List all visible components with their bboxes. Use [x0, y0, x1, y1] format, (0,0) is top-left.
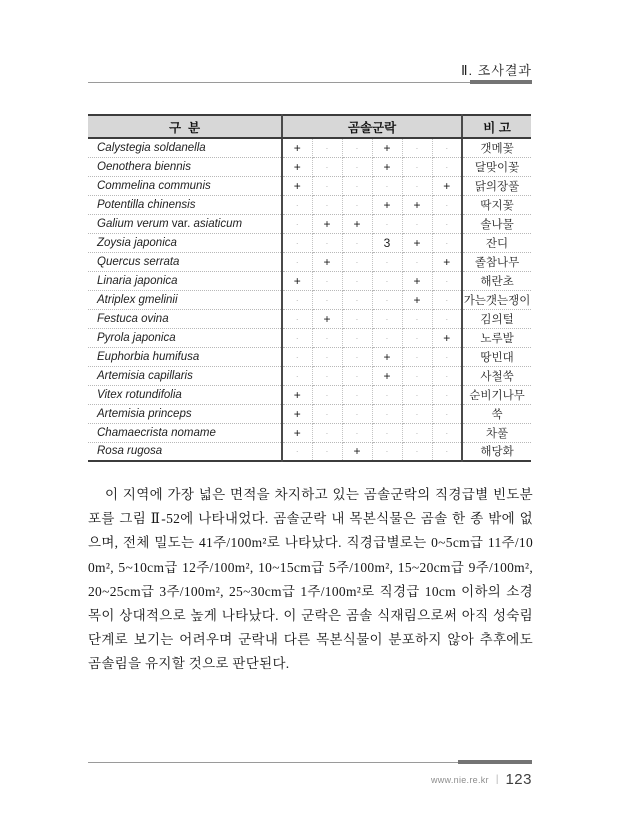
species-name: Commelina communis — [88, 176, 282, 195]
mark-cell: · — [312, 366, 342, 385]
species-name: Galium verum var. asiaticum — [88, 214, 282, 233]
table-row — [88, 252, 531, 271]
mark-cell: + — [372, 366, 402, 385]
mark-cell: + — [402, 271, 432, 290]
mark-cell: · — [312, 138, 342, 157]
mark-cell: · — [432, 423, 462, 442]
mark-cell: · — [312, 176, 342, 195]
remark-cell: 순비기나무 — [462, 385, 531, 404]
table-row — [88, 442, 531, 461]
mark-cell: + — [372, 347, 402, 366]
species-name: Linaria japonica — [88, 271, 282, 290]
mark-cell: + — [312, 252, 342, 271]
mark-cell: · — [342, 290, 372, 309]
column-header-remark: 비 고 — [462, 115, 531, 138]
species-name: Artemisia princeps — [88, 404, 282, 423]
mark-cell: · — [402, 157, 432, 176]
footer-separator: | — [495, 774, 499, 785]
mark-cell: + — [372, 157, 402, 176]
mark-cell: · — [342, 271, 372, 290]
body-paragraph: 이 지역에 가장 넓은 면적을 차지하고 있는 곰솔군락의 직경급별 빈도분포를 그림 Ⅱ-52에 나타내었다. 곰솔군락 내 목본식물은 곰솔 한 종 밖에 없으며, 전체 밀도는 41주/100m²로 나타났다. 직경급별로는 0~5cm급 11주/100m², 5~10cm급 12주/100m², 10~15cm급 5주/100m², 15~20cm급 9주/100m², 20~25cm급 3주/100m², 25~30cm급 1주/100m²로 직경급 10cm 이하의 소경목이 상대적으로 높게 나타났다. 이 군락은 곰솔 식재림으로써 아직 성숙림 단계로 보기는 어려우며 군락내 다른 목본식물이 분포하지 않아 추후에도 곰솔림을 유지할 것으로 판단된다. — [88, 487, 533, 672]
mark-cell: · — [402, 309, 432, 328]
species-name: Atriplex gmelinii — [88, 290, 282, 309]
mark-cell: · — [342, 233, 372, 252]
table-row — [88, 290, 531, 309]
species-name: Oenothera biennis — [88, 157, 282, 176]
mark-cell: + — [282, 404, 312, 423]
species-name: Festuca ovina — [88, 309, 282, 328]
mark-cell: · — [402, 214, 432, 233]
species-name: Potentilla chinensis — [88, 195, 282, 214]
table-row — [88, 271, 531, 290]
mark-cell: · — [312, 347, 342, 366]
mark-cell: · — [432, 195, 462, 214]
mark-cell: · — [432, 309, 462, 328]
species-name: Chamaecrista nomame — [88, 423, 282, 442]
mark-cell: + — [402, 233, 432, 252]
species-name: Calystegia soldanella — [88, 138, 282, 157]
mark-cell: · — [282, 309, 312, 328]
mark-cell: · — [402, 442, 432, 461]
mark-cell: · — [312, 290, 342, 309]
mark-cell: + — [342, 214, 372, 233]
mark-cell: + — [282, 176, 312, 195]
mark-cell: · — [342, 404, 372, 423]
remark-cell: 해당화 — [480, 446, 514, 459]
mark-cell: · — [402, 366, 432, 385]
remark-cell: 솔나물 — [462, 214, 531, 233]
mark-cell: + — [432, 252, 462, 271]
species-name: Euphorbia humifusa — [88, 347, 282, 366]
mark-cell: · — [282, 195, 312, 214]
mark-cell: · — [282, 290, 312, 309]
mark-cell: · — [432, 290, 462, 309]
table-row — [88, 214, 531, 233]
section-title: Ⅱ. 조사결과 — [461, 63, 532, 78]
species-name: Pyrola japonica — [88, 328, 282, 347]
mark-cell: · — [402, 385, 432, 404]
species-table — [88, 114, 531, 462]
mark-cell: · — [312, 385, 342, 404]
mark-cell: + — [402, 195, 432, 214]
mark-cell: · — [402, 138, 432, 157]
table-row — [88, 328, 531, 347]
mark-cell: · — [372, 385, 402, 404]
species-name: Artemisia capillaris — [88, 366, 282, 385]
mark-cell: + — [432, 328, 462, 347]
mark-cell: · — [432, 214, 462, 233]
species-name: Vitex rotundifolia — [88, 385, 282, 404]
remark-cell: 갯메꽃 — [462, 138, 531, 157]
mark-cell: · — [282, 252, 312, 271]
mark-cell: + — [312, 214, 342, 233]
mark-cell: 3 — [372, 233, 402, 252]
mark-cell: · — [342, 176, 372, 195]
column-header-category: 구 분 — [88, 115, 282, 138]
remark-cell: 김의털 — [462, 309, 531, 328]
mark-cell: · — [312, 442, 342, 461]
mark-cell: · — [432, 271, 462, 290]
table-row — [88, 309, 531, 328]
mark-cell: · — [312, 404, 342, 423]
mark-cell: · — [432, 442, 462, 461]
table-row — [88, 233, 531, 252]
table-row — [88, 423, 531, 442]
footer-rule — [88, 762, 532, 763]
mark-cell: · — [402, 328, 432, 347]
mark-cell: · — [342, 423, 372, 442]
mark-cell: · — [372, 271, 402, 290]
mark-cell: + — [282, 385, 312, 404]
mark-cell: · — [432, 138, 462, 157]
mark-cell: + — [402, 290, 432, 309]
mark-cell: · — [282, 214, 312, 233]
mark-cell: · — [432, 347, 462, 366]
mark-cell: · — [342, 347, 372, 366]
mark-cell: · — [282, 233, 312, 252]
mark-cell: · — [432, 157, 462, 176]
table-row — [88, 138, 531, 157]
mark-cell: · — [372, 328, 402, 347]
mark-cell: · — [432, 366, 462, 385]
mark-cell: + — [282, 271, 312, 290]
footer-rule-accent — [458, 760, 532, 764]
remark-cell: 닭의장풀 — [462, 176, 531, 195]
mark-cell: · — [402, 347, 432, 366]
remark-cell: 딱지꽃 — [462, 195, 531, 214]
mark-cell: + — [282, 138, 312, 157]
species-name: Quercus serrata — [88, 252, 282, 271]
mark-cell: · — [342, 385, 372, 404]
mark-cell: · — [432, 233, 462, 252]
mark-cell: · — [432, 385, 462, 404]
mark-cell: · — [372, 176, 402, 195]
table-row — [88, 366, 531, 385]
mark-cell: · — [312, 233, 342, 252]
mark-cell: + — [312, 309, 342, 328]
mark-cell: · — [402, 404, 432, 423]
remark-cell: 쑥 — [462, 404, 531, 423]
remark-cell: 땅빈대 — [462, 347, 531, 366]
mark-cell: · — [282, 442, 312, 461]
table-row — [88, 195, 531, 214]
mark-cell: · — [312, 271, 342, 290]
mark-cell: · — [432, 404, 462, 423]
footer-site-url: www.nie.re.kr — [430, 774, 489, 785]
page-number: 123 — [505, 771, 532, 788]
mark-cell: · — [312, 157, 342, 176]
mark-cell: · — [372, 252, 402, 271]
mark-cell: · — [372, 404, 402, 423]
column-header-community: 곰솔군락 — [282, 115, 462, 138]
mark-cell: · — [342, 328, 372, 347]
mark-cell: · — [402, 176, 432, 195]
mark-cell: + — [432, 176, 462, 195]
remark-cell: 차풀 — [462, 423, 531, 442]
remark-cell: 달맞이꽃 — [462, 157, 531, 176]
mark-cell: + — [282, 423, 312, 442]
remark-cell: 사철쑥 — [462, 366, 531, 385]
header-rule-accent — [470, 80, 532, 84]
mark-cell: · — [402, 252, 432, 271]
mark-cell: · — [402, 423, 432, 442]
table-header-row — [88, 115, 531, 138]
table-row — [88, 347, 531, 366]
table-row — [88, 404, 531, 423]
header-rule — [88, 82, 532, 83]
mark-cell: + — [372, 195, 402, 214]
table-row — [88, 176, 531, 195]
mark-cell: · — [312, 423, 342, 442]
remark-cell: 가는갯는쟁이 — [462, 290, 531, 309]
mark-cell: · — [282, 347, 312, 366]
mark-cell: · — [372, 309, 402, 328]
remark-cell: 해란초 — [462, 271, 531, 290]
mark-cell: · — [312, 195, 342, 214]
mark-cell: · — [372, 423, 402, 442]
mark-cell: · — [342, 252, 372, 271]
mark-cell: · — [342, 138, 372, 157]
species-name: Rosa rugosa — [88, 442, 282, 461]
mark-cell: · — [342, 366, 372, 385]
table-row — [88, 385, 531, 404]
mark-cell: + — [372, 138, 402, 157]
table-row — [88, 157, 531, 176]
mark-cell: + — [342, 442, 372, 461]
mark-cell: · — [372, 214, 402, 233]
mark-cell: · — [342, 195, 372, 214]
mark-cell: + — [282, 157, 312, 176]
remark-cell: 노루발 — [462, 328, 531, 347]
remark-cell: 졸참나무 — [462, 252, 531, 271]
mark-cell: · — [372, 442, 402, 461]
page-footer — [431, 771, 532, 788]
mark-cell: · — [372, 290, 402, 309]
remark-cell: 잔디 — [462, 233, 531, 252]
species-name: Zoysia japonica — [88, 233, 282, 252]
mark-cell: · — [312, 328, 342, 347]
mark-cell: · — [282, 366, 312, 385]
mark-cell: · — [282, 328, 312, 347]
mark-cell: · — [342, 309, 372, 328]
mark-cell: · — [342, 157, 372, 176]
